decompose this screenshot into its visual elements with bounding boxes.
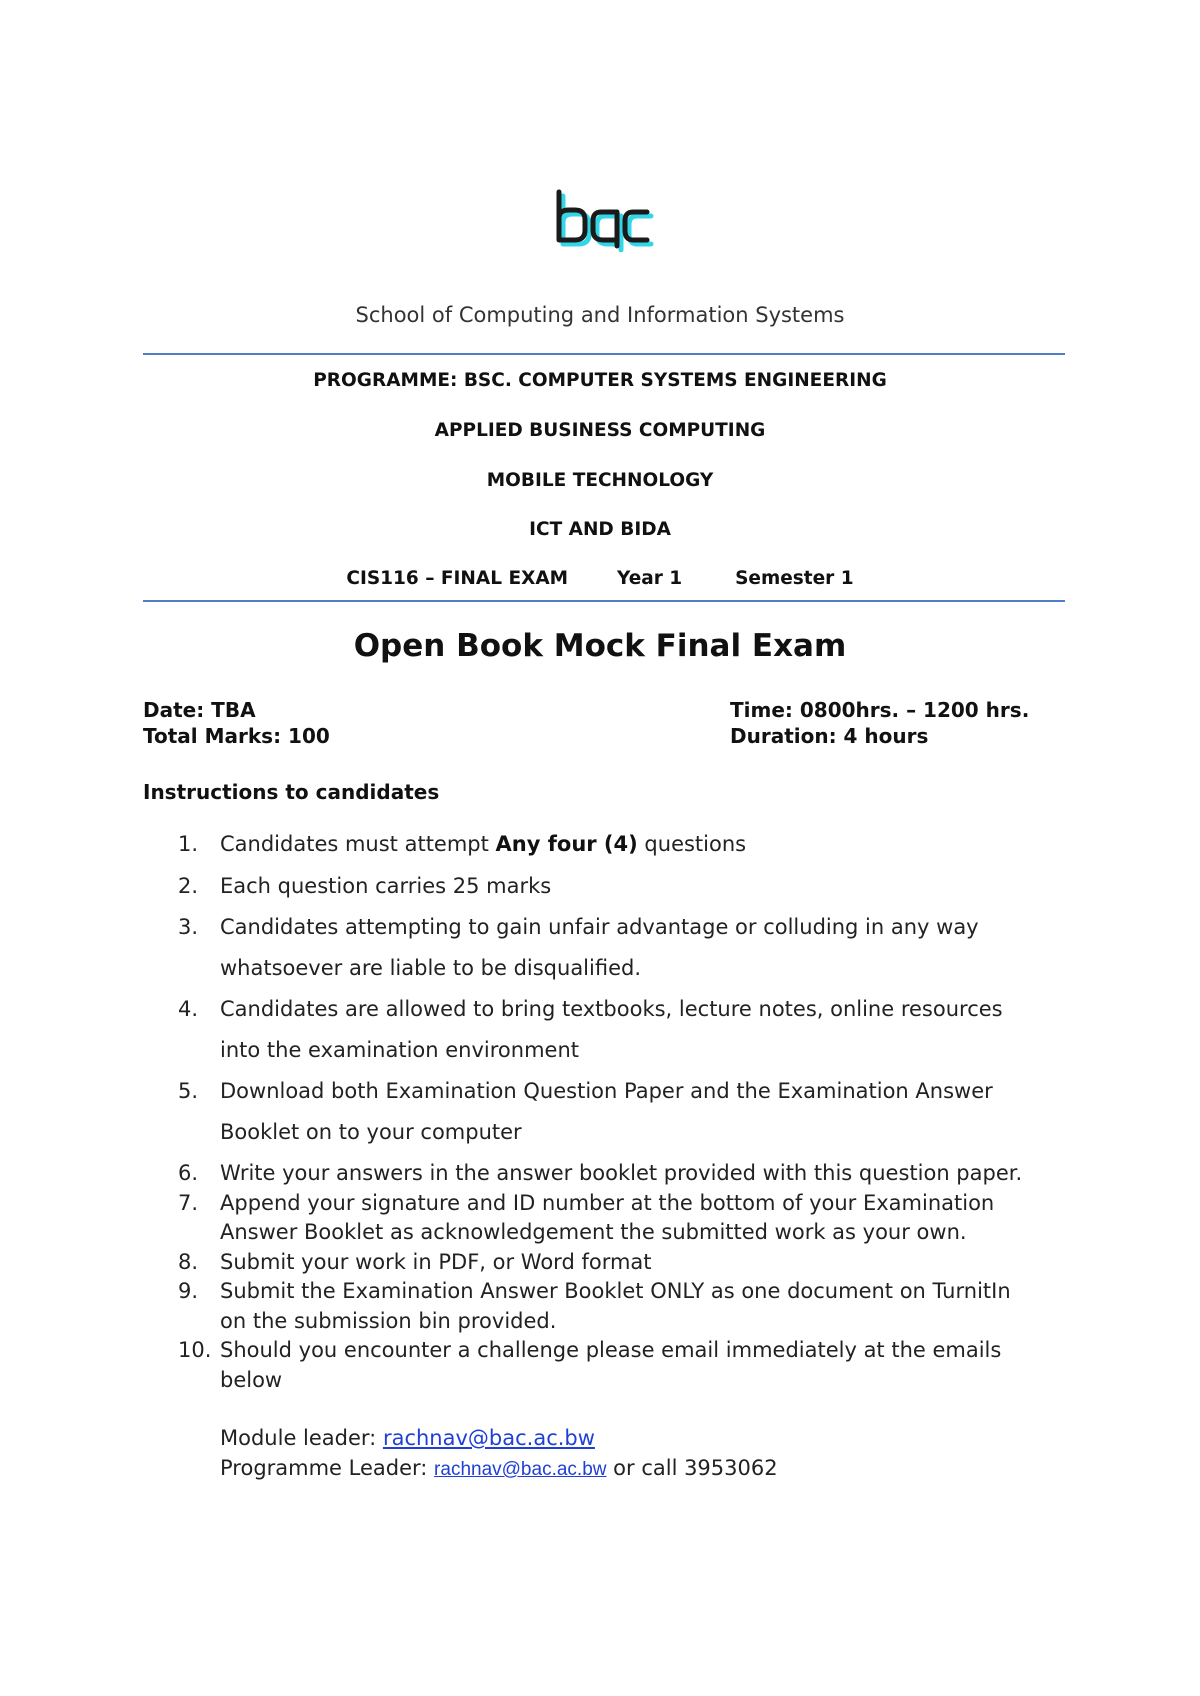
item-number: 8. — [178, 1250, 199, 1274]
item-text: whatsoever are liable to be disqualified. — [220, 956, 642, 980]
course-line-3: ICT AND BIDA — [529, 519, 671, 540]
course-line-2: MOBILE TECHNOLOGY — [486, 470, 714, 491]
bottom-divider — [143, 600, 1065, 602]
exam-date: Date: TBA — [143, 698, 256, 722]
module-leader-label: Module leader: — [220, 1426, 383, 1450]
instructions-title: Instructions to candidates — [143, 780, 440, 804]
item-text: Append your signature and ID number at the bottom of your Examination — [220, 1191, 995, 1215]
exam-semester: Semester 1 — [735, 568, 854, 589]
bac-logo — [555, 188, 655, 252]
programme-leader-email-link[interactable]: rachnav@bac.ac.bw — [434, 1459, 607, 1480]
total-marks: Total Marks: 100 — [143, 724, 330, 748]
module-leader-contact — [220, 1426, 595, 1450]
item-text: Submit your work in PDF, or Word format — [220, 1250, 652, 1274]
item-text: Submit the Examination Answer Booklet ONLY as one document on TurnitIn — [220, 1279, 1011, 1303]
item-text: into the examination environment — [220, 1038, 579, 1062]
item-number: 6. — [178, 1161, 199, 1185]
page-title: Open Book Mock Final Exam — [353, 628, 847, 664]
module-leader-email-link[interactable]: rachnav@bac.ac.bw — [382, 1426, 595, 1450]
item-text: on the submission bin provided. — [220, 1309, 557, 1333]
exam-info-line — [0, 568, 1200, 589]
item-number: 3. — [178, 915, 199, 939]
item-text: Answer Booklet as acknowledgement the submitted work as your own. — [220, 1220, 967, 1244]
item-number: 5. — [178, 1079, 199, 1103]
item-number: 4. — [178, 997, 199, 1021]
course-line-1: APPLIED BUSINESS COMPUTING — [434, 420, 766, 441]
item-text: Candidates are allowed to bring textbooks, lecture notes, online resources — [220, 997, 1003, 1021]
programme-leader-contact — [220, 1456, 778, 1481]
school-name: School of Computing and Information Systems — [355, 303, 845, 327]
item-number: 1. — [178, 832, 199, 856]
item-number: 10. — [178, 1338, 212, 1362]
programme-line: PROGRAMME: BSC. COMPUTER SYSTEMS ENGINEERING — [313, 370, 887, 391]
exam-time: Time: 0800hrs. – 1200 hrs. — [730, 698, 1030, 722]
item-text: Candidates must attempt Any four (4) questions — [220, 832, 747, 856]
exam-code: CIS116 – FINAL EXAM — [346, 568, 569, 589]
meta-row-2 — [143, 724, 1065, 748]
item-text: Write your answers in the answer booklet provided with this question paper. — [220, 1161, 1023, 1185]
item-number: 2. — [178, 874, 199, 898]
programme-leader-label: Programme Leader: — [220, 1456, 435, 1480]
item-text: Booklet on to your computer — [220, 1120, 522, 1144]
item-text: Candidates attempting to gain unfair advantage or colluding in any way — [220, 915, 979, 939]
exam-year: Year 1 — [617, 568, 683, 589]
exam-duration: Duration: 4 hours — [730, 724, 929, 748]
item-text: Each question carries 25 marks — [220, 874, 552, 898]
programme-leader-phone: or call 3953062 — [606, 1456, 778, 1480]
item-text: Download both Examination Question Paper and the Examination Answer — [220, 1079, 993, 1103]
item-number: 7. — [178, 1191, 199, 1215]
item-text: below — [220, 1368, 283, 1392]
top-divider — [143, 353, 1065, 355]
meta-row-1 — [143, 698, 1065, 722]
item-number: 9. — [178, 1279, 199, 1303]
item-text: Should you encounter a challenge please email immediately at the emails — [220, 1338, 1002, 1362]
